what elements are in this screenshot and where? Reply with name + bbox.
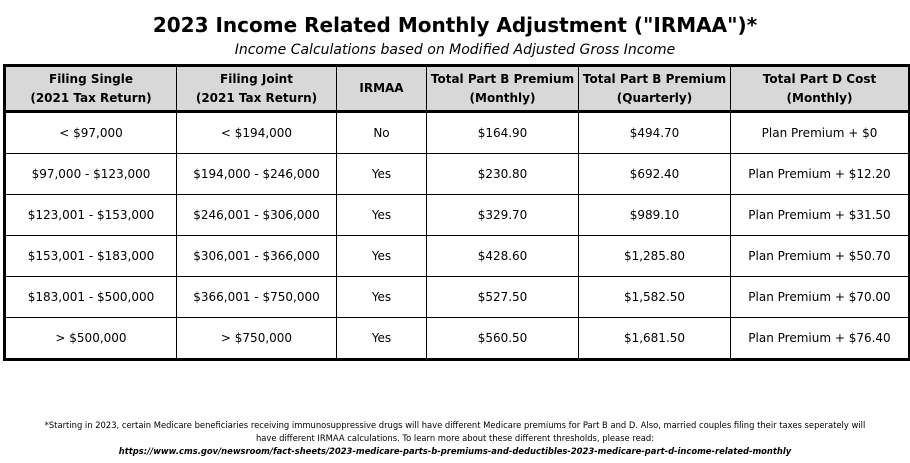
cell-filing-joint: $194,000 - $246,000 [177,154,337,195]
cell-filing-joint: < $194,000 [177,112,337,154]
cell-part-d-monthly: Plan Premium + $12.20 [731,154,910,195]
header-sublabel: (Quarterly) [616,90,693,105]
cell-part-d-monthly: Plan Premium + $50.70 [731,236,910,277]
header-filing-single [5,66,177,112]
cell-filing-joint: $366,001 - $750,000 [177,277,337,318]
cell-filing-single: < $97,000 [5,112,177,154]
irmaa-table [3,64,910,361]
cell-part-d-monthly: Plan Premium + $31.50 [731,195,910,236]
table-row [5,236,910,277]
cell-part-b-quarterly: $1,285.80 [579,236,731,277]
header-part-b-monthly [427,66,579,112]
cell-filing-single: $183,001 - $500,000 [5,277,177,318]
footnote-url: https://www.cms.gov/newsroom/fact-sheets/2023-medicare-parts-b-premiums-and-deductibles-2023-medicare-part-d-income-related-monthly [118,446,792,456]
table-row [5,277,910,318]
cell-irmaa: No [337,112,427,154]
cell-part-d-monthly: Plan Premium + $70.00 [731,277,910,318]
header-irmaa [337,66,427,112]
table-row [5,318,910,360]
header-label: Total Part B Premium [430,71,575,86]
cell-part-b-quarterly: $1,582.50 [579,277,731,318]
header-label: IRMAA [359,81,404,95]
cell-part-b-monthly: $560.50 [427,318,579,360]
header-label: Total Part B Premium [582,71,727,86]
cell-irmaa: Yes [337,236,427,277]
header-part-b-quarterly [579,66,731,112]
cell-part-d-monthly: Plan Premium + $0 [731,112,910,154]
cell-filing-joint: > $750,000 [177,318,337,360]
cell-part-b-quarterly: $989.10 [579,195,731,236]
cell-part-d-monthly: Plan Premium + $76.40 [731,318,910,360]
cell-part-b-monthly: $164.90 [427,112,579,154]
cell-part-b-monthly: $428.60 [427,236,579,277]
header-sublabel: (2021 Tax Return) [195,90,318,105]
cell-part-b-quarterly: $494.70 [579,112,731,154]
header-sublabel: (Monthly) [786,90,853,105]
cell-filing-single: > $500,000 [5,318,177,360]
header-label: Total Part D Cost [762,71,877,86]
table-row [5,154,910,195]
cell-filing-joint: $246,001 - $306,000 [177,195,337,236]
table-row [5,112,910,154]
footnote-line: have different IRMAA calculations. To learn more about these different thresholds, please read: [255,433,655,443]
cell-part-b-quarterly: $1,681.50 [579,318,731,360]
footnote [0,419,910,458]
cell-part-b-quarterly: $692.40 [579,154,731,195]
header-label: Filing Joint [220,71,293,86]
cell-part-b-monthly: $329.70 [427,195,579,236]
header-part-d-monthly [731,66,910,112]
page-title: 2023 Income Related Monthly Adjustment ("IRMAA")* [152,13,758,37]
cell-part-b-monthly: $230.80 [427,154,579,195]
footnote-line: *Starting in 2023, certain Medicare beneficiaries receiving immunosuppressive drugs will have different Medicare premiums for Part B and D. Also, married couples filing their taxes seperately will [44,420,866,430]
cell-filing-single: $123,001 - $153,000 [5,195,177,236]
cell-irmaa: Yes [337,318,427,360]
header-label: Filing Single [49,71,133,86]
header-sublabel: (Monthly) [469,90,536,105]
cell-part-b-monthly: $527.50 [427,277,579,318]
header-sublabel: (2021 Tax Return) [30,90,152,105]
cell-filing-joint: $306,001 - $366,000 [177,236,337,277]
table-header-row [5,66,910,112]
header-filing-joint [177,66,337,112]
cell-irmaa: Yes [337,277,427,318]
table-row [5,195,910,236]
cell-irmaa: Yes [337,195,427,236]
page-subtitle: Income Calculations based on Modified Adjusted Gross Income [234,42,676,58]
cell-irmaa: Yes [337,154,427,195]
cell-filing-single: $97,000 - $123,000 [5,154,177,195]
cell-filing-single: $153,001 - $183,000 [5,236,177,277]
